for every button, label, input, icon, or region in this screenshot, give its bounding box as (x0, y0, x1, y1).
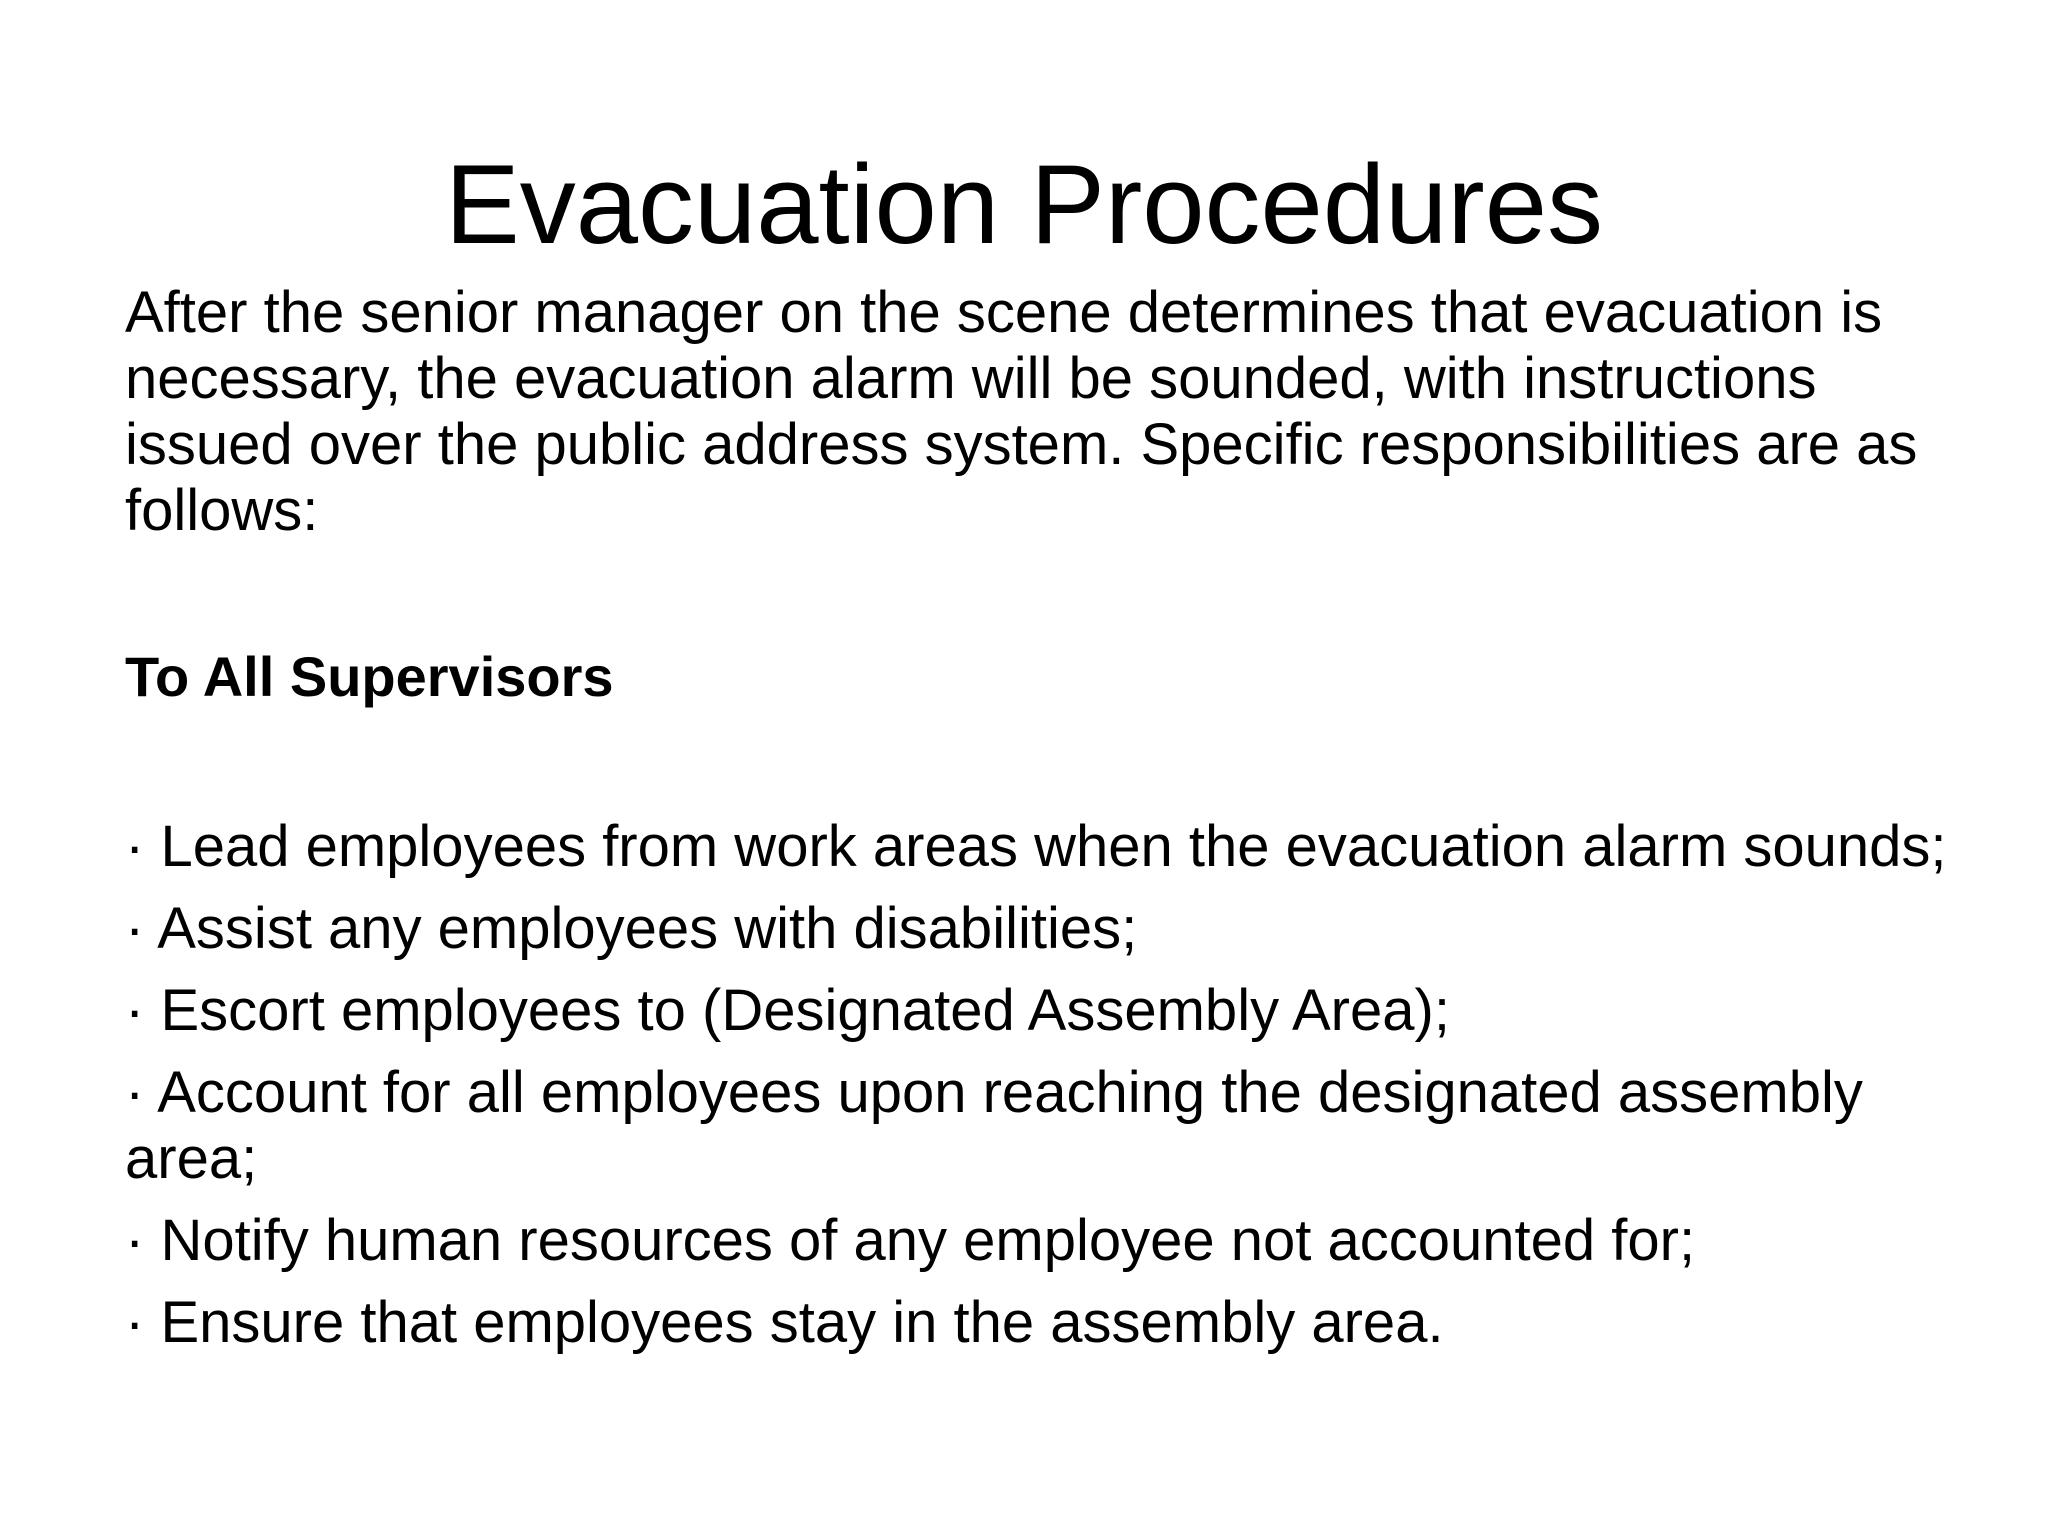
bullet-mark: · (125, 814, 145, 879)
bullet-mark: · (125, 1060, 145, 1125)
slide-title: Evacuation Procedures (444, 142, 1603, 267)
list-item-text: Escort employees to (Designated Assembly Area); (160, 978, 1450, 1043)
list-item (125, 1290, 1985, 1356)
list-item (125, 896, 1985, 962)
bullet-mark: · (125, 1208, 145, 1273)
list-item-text: Ensure that employees stay in the assembly area. (160, 1290, 1444, 1355)
slide-content (125, 280, 1985, 1372)
intro-paragraph: After the senior manager on the scene determines that evacuation is necessary, the evacuation alarm will be sounded, with instructions issued over the public address system. Specific responsibilities are as follows: (125, 280, 1918, 543)
responsibility-list (125, 814, 1985, 1356)
list-item-text: Lead employees from work areas when the evacuation alarm sounds; (160, 814, 1947, 879)
list-item-text: Assist any employees with disabilities; (157, 896, 1138, 961)
list-item-text: Notify human resources of any employee not accounted for; (160, 1208, 1696, 1273)
bullet-mark: · (125, 896, 145, 961)
bullet-mark: · (125, 978, 145, 1043)
list-item (125, 1060, 1985, 1192)
list-item (125, 814, 1985, 880)
section-heading: To All Supervisors (125, 645, 614, 708)
list-item (125, 978, 1985, 1044)
list-item-text: Account for all employees upon reaching the designated assembly area; (125, 1060, 1863, 1191)
bullet-mark: · (125, 1290, 145, 1355)
list-item (125, 1208, 1985, 1274)
